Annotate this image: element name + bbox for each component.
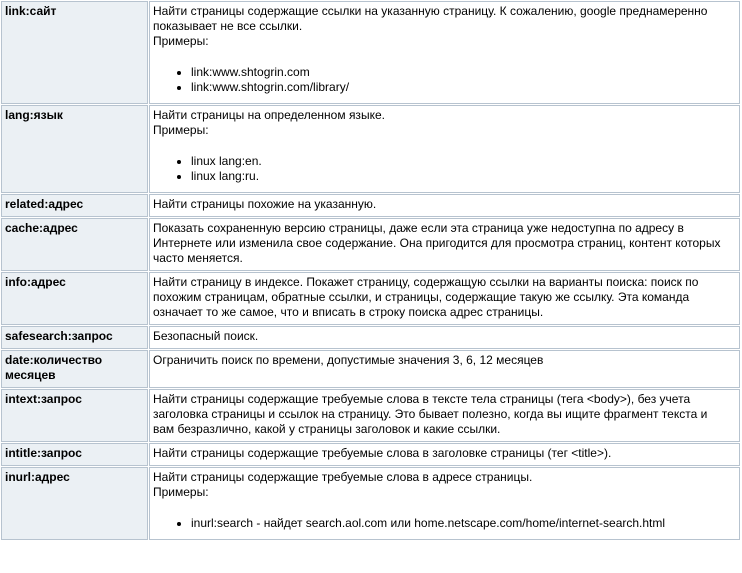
description-cell [149,389,740,442]
description-line: Ограничить поиск по времени, допустимые значения 3, 6, 12 месяцев [153,353,544,367]
description-line: Найти страницы содержащие требуемые слова в тексте тела страницы (тега <body>), без учета [153,392,691,406]
operator-cell: lang:язык [1,105,148,193]
table-row [1,443,740,466]
description-line: Примеры: [153,34,209,48]
description-line: Найти страницы содержащие требуемые слова в адресе страницы. [153,470,533,484]
description-line: Найти страницы содержащие ссылки на указанную страницу. К сожалению, google преднамеренно [153,4,708,18]
example-item: • linux lang:en. [191,154,736,169]
description-line: Примеры: [153,123,209,137]
table-row [1,467,740,540]
operator-cell: date:количество месяцев [1,350,148,388]
operator-cell: link:сайт [1,1,148,104]
examples-list [153,65,736,95]
operator-cell: related:адрес [1,194,148,217]
example-item: • inurl:search - найдет search.aol.com или home.netscape.com/home/internet-search.html [191,516,736,531]
example-item: • link:www.shtogrin.com/library/ [191,80,736,95]
example-item: • linux lang:ru. [191,169,736,184]
table-row [1,389,740,442]
table-row [1,1,740,104]
description-cell [149,218,740,271]
operator-cell: cache:адрес [1,218,148,271]
description-line: заголовка страницы и ссылок на страницу. Это бывает полезно, когда вы ищите фрагмент текста и [153,407,708,421]
operator-cell: info:адрес [1,272,148,325]
description-cell [149,443,740,466]
example-item: • link:www.shtogrin.com [191,65,736,80]
table-row [1,350,740,388]
description-cell [149,326,740,349]
description-line: означает то же самое, что и вписать в строку поиска адрес страницы. [153,305,544,319]
table-body [1,1,740,540]
description-line: Найти страницы похожие на указанную. [153,197,377,211]
table-row [1,272,740,325]
examples-list [153,154,736,184]
operator-cell: inurl:адрес [1,467,148,540]
description-line: Найти страницу в индексе. Покажет страницу, содержащую ссылки на варианты поиска: поиск по [153,275,699,289]
description-line: Показать сохраненную версию страницы, даже если эта страница уже недоступна по адресу в [153,221,684,235]
description-line: часто меняется. [153,251,243,265]
description-cell [149,350,740,388]
description-cell [149,467,740,540]
description-cell [149,1,740,104]
operator-cell: safesearch:запрос [1,326,148,349]
description-line: похожим страницам, обратные ссылки, и страницы, содержащие такую же ссылку. Эта команда [153,290,690,304]
table-row [1,105,740,193]
description-line: Примеры: [153,485,209,499]
description-cell [149,105,740,193]
description-line: вам безразлично, какой у страницы заголовок и какие ссылки. [153,422,501,436]
table-row [1,326,740,349]
description-line: показывает не все ссылки. [153,19,303,33]
description-cell [149,194,740,217]
description-line: Безопасный поиск. [153,329,259,343]
operator-cell: intitle:запрос [1,443,148,466]
operator-cell: intext:запрос [1,389,148,442]
description-line: Найти страницы содержащие требуемые слова в заголовке страницы (тег <title>). [153,446,612,460]
table-row [1,194,740,217]
description-cell [149,272,740,325]
description-line: Интернете или изменила свое содержание. Она пригодится для просмотра страниц, контент которых [153,236,721,250]
table-row [1,218,740,271]
examples-list [153,516,736,531]
description-line: Найти страницы на определенном языке. [153,108,385,122]
